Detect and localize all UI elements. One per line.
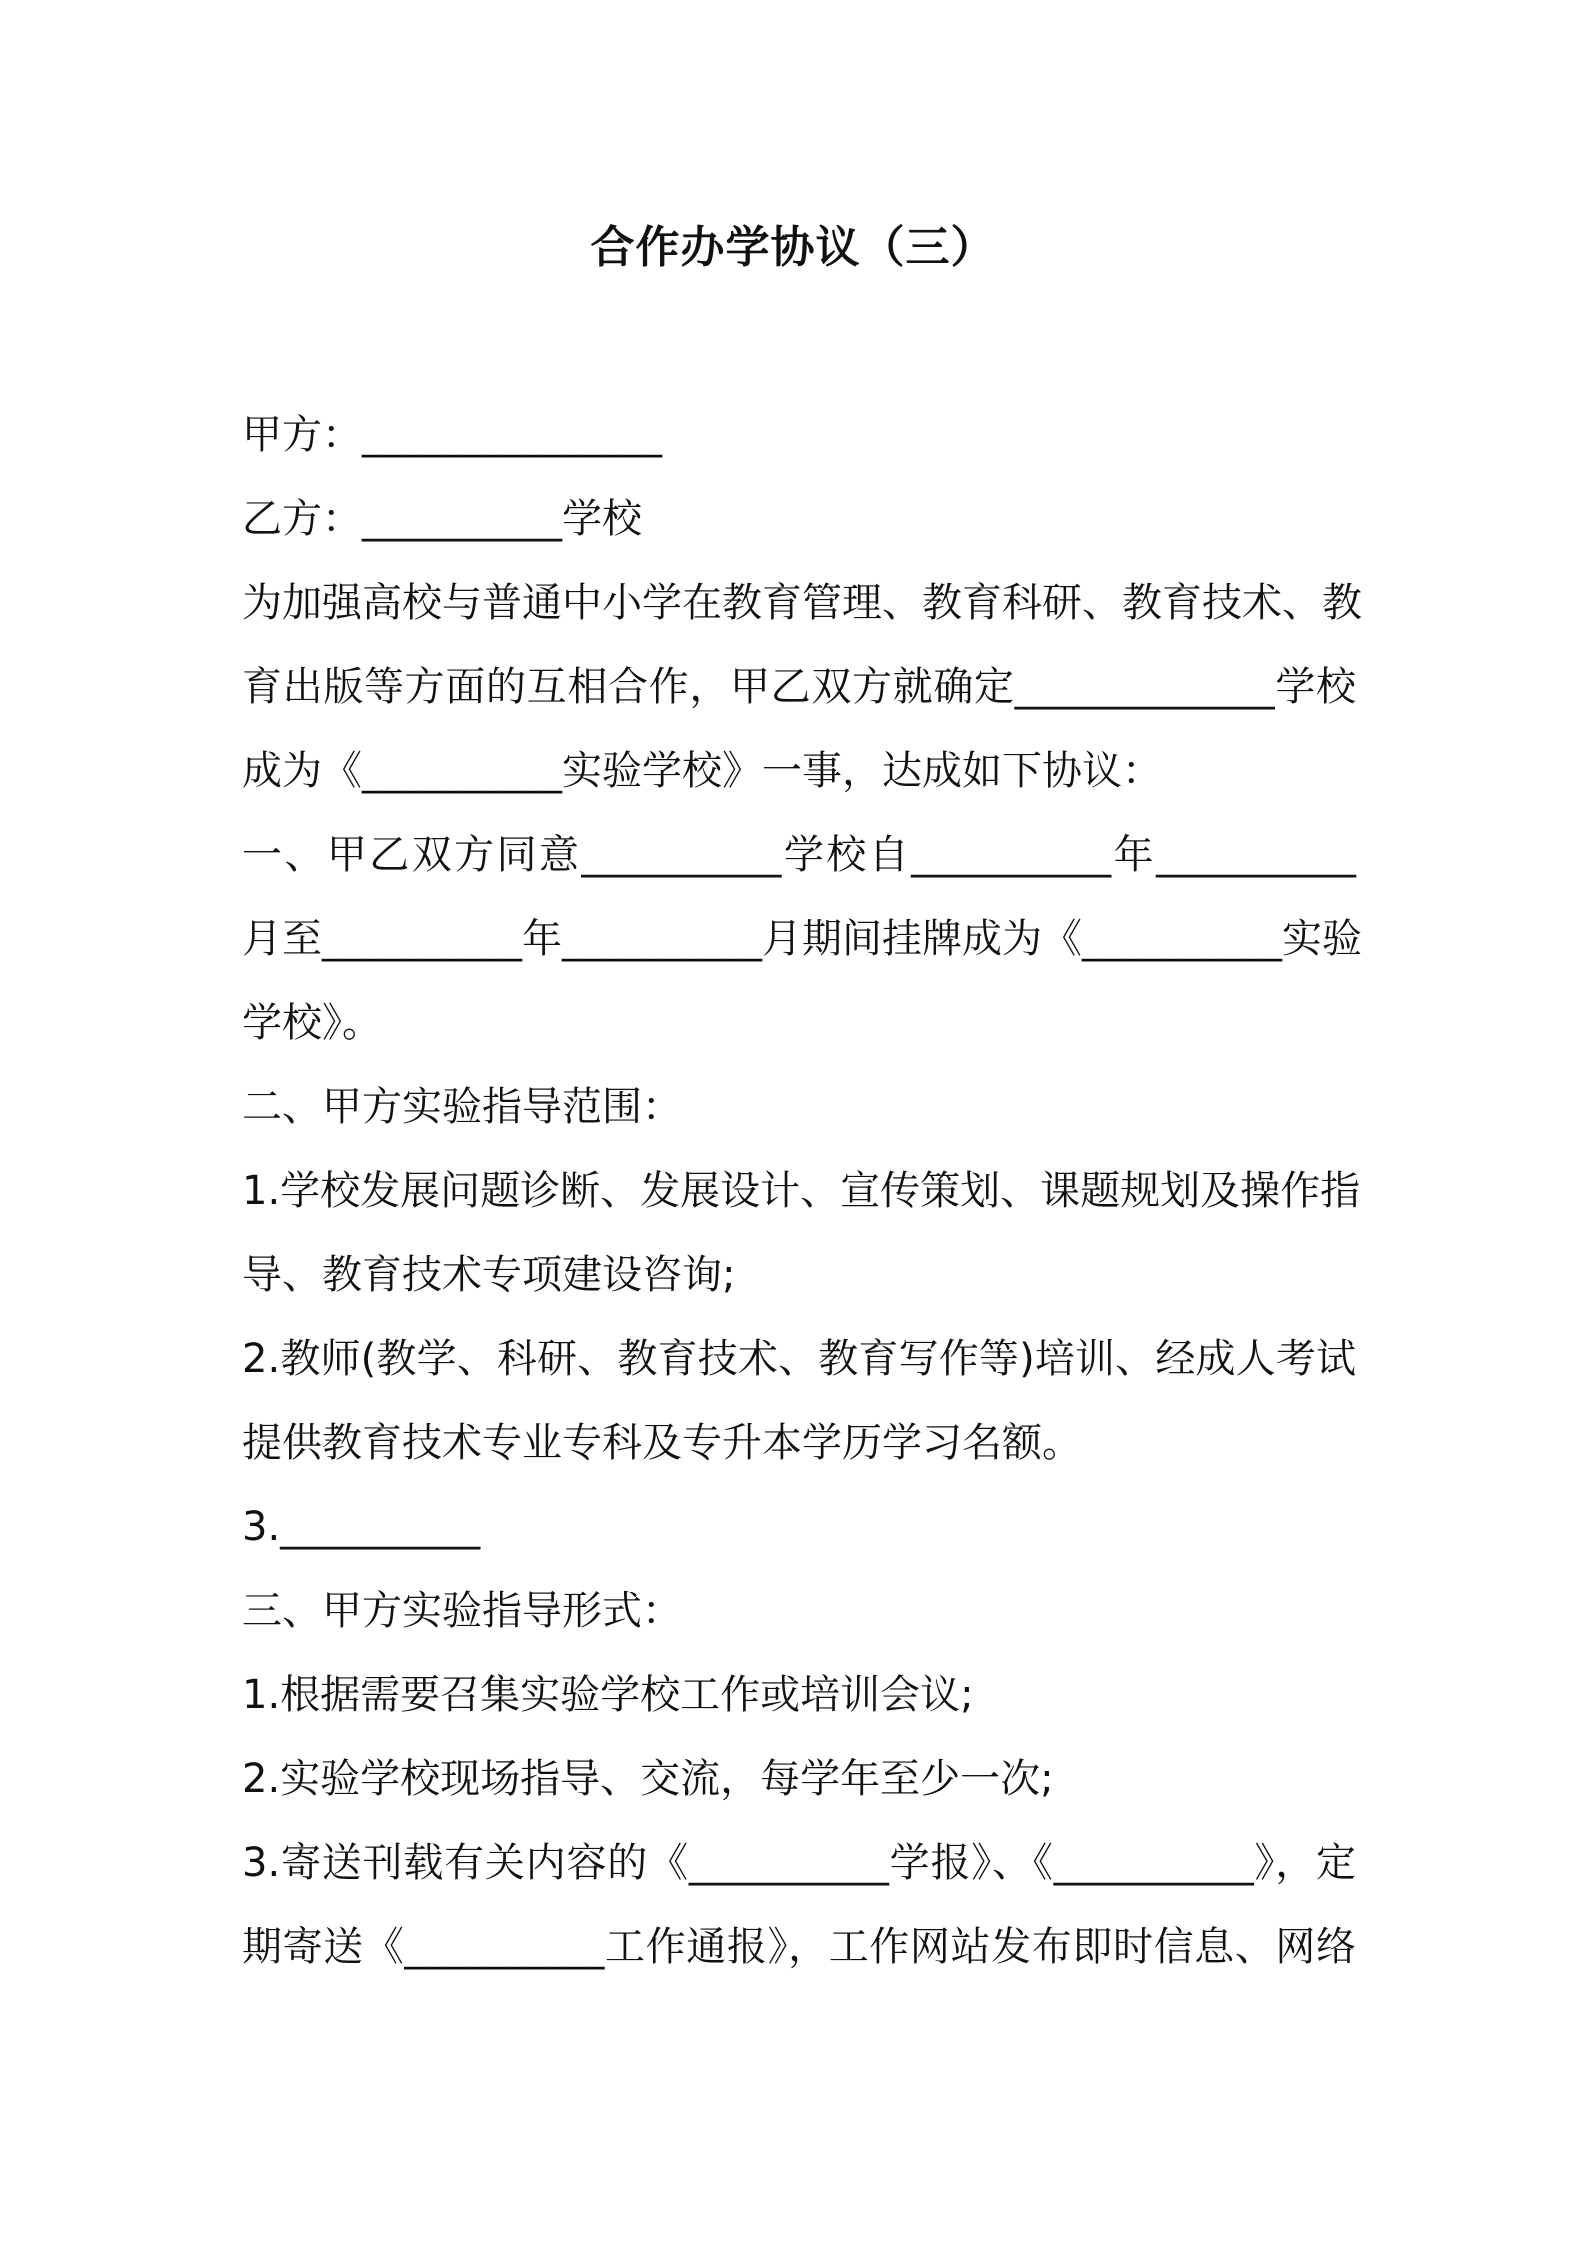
clause-3-item-line: 期寄送《__________工作通报》，工作网站发布即时信息、网络 [242, 1924, 1356, 1970]
clause-3-item-line: 2.实验学校现场指导、交流，每学年至少一次; [242, 1756, 1054, 1802]
clause-3-item-line: 1.根据需要召集实验学校工作或培训会议; [242, 1672, 974, 1718]
preamble-line: 为加强高校与普通中小学在教育管理、教育科研、教育技术、教 [242, 580, 1362, 626]
clause-3-item-1 [242, 1653, 1356, 1737]
party-b-line: 乙方：__________学校 [242, 496, 642, 542]
clause-1-line: 学校》。 [242, 1000, 382, 1046]
party-a-line: 甲方：_______________ [242, 412, 662, 458]
preamble-line: 育出版等方面的互相合作，甲乙双方就确定_____________学校 [242, 664, 1356, 710]
clause-2-item-line: 2.教师(教学、科研、教育技术、教育写作等)培训、经成人考试 [242, 1336, 1356, 1382]
clause-2-item-line: 导、教育技术专项建设咨询; [242, 1252, 736, 1298]
clause-1-line: 一、甲乙双方同意__________学校自__________年__________ [242, 832, 1356, 878]
preamble-line: 成为《__________实验学校》一事，达成如下协议： [242, 748, 1162, 794]
clause-2-section [242, 1065, 1361, 1569]
clause-2-heading: 二、甲方实验指导范围： [242, 1084, 682, 1130]
clause-3-item-2 [242, 1737, 1356, 1821]
clause-2-item-line: 3.__________ [242, 1504, 481, 1550]
clause-2-item-3 [242, 1485, 1356, 1569]
clause-2-item-line: 提供教育技术专业专科及专升本学历学习名额。 [242, 1420, 1082, 1466]
preamble-paragraph [242, 561, 1362, 813]
clause-1-paragraph [242, 813, 1362, 1065]
clause-2-item-2 [242, 1317, 1356, 1485]
clause-3-heading: 三、甲方实验指导形式： [242, 1588, 682, 1634]
document-body [242, 393, 1362, 1989]
clause-2-item-line: 1.学校发展问题诊断、发展设计、宣传策划、课题规划及操作指 [242, 1168, 1361, 1214]
clause-2-item-1 [242, 1149, 1361, 1317]
clause-3-item-3 [242, 1821, 1356, 1989]
clause-3-section [242, 1569, 1356, 1989]
document-title: 合作办学协议（三） [590, 222, 996, 273]
clause-3-item-line: 3.寄送刊载有关内容的《__________学报》、《__________》，定 [242, 1840, 1356, 1886]
clause-1-line: 月至__________年__________月期间挂牌成为《__________实验 [242, 916, 1362, 962]
